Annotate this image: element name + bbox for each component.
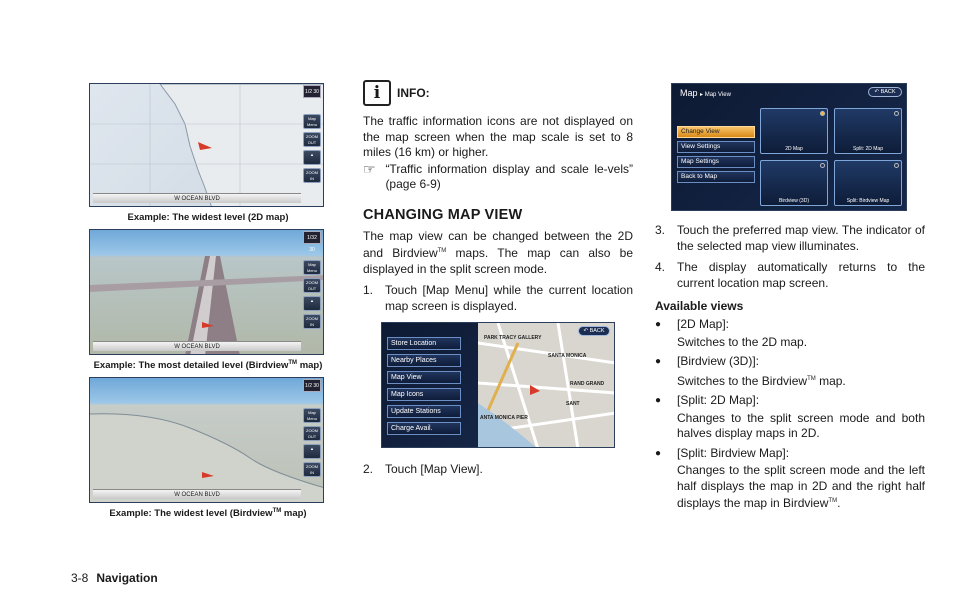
coastline-map-graphic bbox=[90, 84, 324, 207]
view-settings-item[interactable]: View Settings bbox=[677, 141, 755, 153]
back-button[interactable]: ↶ BACK bbox=[868, 87, 902, 97]
page-footer bbox=[71, 571, 158, 585]
update-stations-item[interactable]: Update Stations bbox=[387, 405, 461, 418]
desc-text: Switches to the Birdview bbox=[677, 373, 808, 388]
zoom-in-button[interactable]: ZOOM IN bbox=[303, 314, 321, 329]
map-side-buttons bbox=[303, 114, 321, 183]
desc-text: Changes to the split screen mode and the left half displays the map in 2D and the right half displays the map in Birdview bbox=[677, 463, 925, 510]
bullet-icon: ● bbox=[655, 319, 662, 330]
map-menu-button[interactable]: Map Menu bbox=[303, 114, 321, 129]
map-view-screenshot bbox=[671, 83, 907, 211]
info-text: The traffic information icons are not displayed on the map screen when the map scale is set to 8 miles (16 km) or higher. bbox=[363, 114, 633, 159]
section-heading: CHANGING MAP VIEW bbox=[363, 206, 523, 223]
intro-text: maps. The map can also be displayed in the split screen mode. bbox=[363, 246, 633, 276]
caption-birdview-widest bbox=[85, 508, 331, 519]
step-number: 4. bbox=[655, 260, 666, 274]
view-name: [2D Map]: bbox=[677, 317, 730, 331]
map-label: RAND GRAND bbox=[570, 381, 605, 387]
road-name-bar: W OCEAN BLVD bbox=[93, 341, 301, 351]
zoom-in-button[interactable]: ZOOM IN bbox=[303, 462, 321, 477]
subtitle-text: ▸ Map View bbox=[700, 92, 731, 98]
tile-label: Split: Birdview Map bbox=[846, 198, 890, 204]
zoom-out-button[interactable]: ZOOM OUT bbox=[303, 132, 321, 147]
step-number: 1. bbox=[363, 283, 374, 297]
map-scale: 1/2 30 bbox=[303, 85, 321, 98]
store-location-item[interactable]: Store Location bbox=[387, 337, 461, 350]
map-label: PARK TRACY GALLERY bbox=[484, 335, 542, 341]
step-number: 3. bbox=[655, 223, 666, 237]
intro-paragraph bbox=[363, 229, 633, 278]
left-column bbox=[85, 83, 331, 525]
tile-label: Birdview (3D) bbox=[778, 198, 809, 204]
pointing-hand-icon: ☞ bbox=[363, 160, 376, 177]
mini-map bbox=[478, 323, 614, 447]
view-item-birdview bbox=[655, 354, 925, 370]
view-desc: Switches to the 2D map. bbox=[677, 334, 808, 349]
middle-column bbox=[363, 80, 633, 478]
section-name: Navigation bbox=[96, 571, 158, 585]
birdview-road-graphic bbox=[90, 230, 324, 355]
caption-text: Example: The widest level (Birdview bbox=[109, 508, 273, 520]
back-to-map-item[interactable]: Back to Map bbox=[677, 171, 755, 183]
info-reference bbox=[363, 162, 633, 193]
back-button[interactable]: ↶ BACK bbox=[578, 326, 610, 336]
trademark: TM bbox=[437, 248, 447, 254]
step-number: 2. bbox=[363, 462, 374, 476]
desc-text: map. bbox=[815, 373, 846, 388]
birdview-coast-graphic bbox=[90, 378, 324, 503]
trademark: TM bbox=[272, 508, 282, 515]
caption-text: map) bbox=[297, 360, 323, 372]
tile-birdview[interactable] bbox=[760, 160, 828, 206]
bullet-icon: ● bbox=[655, 356, 662, 367]
step-3 bbox=[655, 223, 925, 254]
zoom-in-button[interactable]: ZOOM IN bbox=[303, 168, 321, 183]
compass-icon[interactable]: ▲ bbox=[303, 296, 321, 311]
available-views-heading: Available views bbox=[655, 299, 744, 313]
view-name: [Birdview (3D)]: bbox=[677, 354, 760, 368]
nearby-places-item[interactable]: Nearby Places bbox=[387, 354, 461, 367]
road-name-bar: W OCEAN BLVD bbox=[93, 489, 301, 499]
right-column bbox=[655, 83, 925, 512]
title-text: Map bbox=[680, 88, 698, 98]
trademark: TM bbox=[288, 360, 298, 366]
view-desc bbox=[655, 372, 925, 390]
map-label: SANTA MONICA bbox=[548, 353, 587, 359]
trademark: TM bbox=[828, 498, 838, 504]
info-icon: i bbox=[363, 80, 391, 106]
step-4 bbox=[655, 260, 925, 291]
map-side-buttons bbox=[303, 260, 321, 329]
tile-split-2d-map[interactable] bbox=[834, 108, 902, 154]
zoom-out-button[interactable]: ZOOM OUT bbox=[303, 278, 321, 293]
map-menu-list bbox=[387, 337, 461, 435]
reference-text: “Traffic information display and scale le-vels” (page 6-9) bbox=[385, 161, 633, 191]
map-view-menu bbox=[677, 126, 755, 183]
map-settings-item[interactable]: Map Settings bbox=[677, 156, 755, 168]
selected-indicator-icon bbox=[820, 111, 825, 116]
intro-text: The map view can be changed between the 2D and Birdview bbox=[363, 228, 633, 260]
indicator-icon bbox=[894, 111, 899, 116]
view-item-split-2d bbox=[655, 393, 925, 409]
view-desc bbox=[655, 463, 925, 512]
step-2 bbox=[363, 462, 633, 478]
trademark: TM bbox=[807, 375, 816, 382]
caption-text: Example: The most detailed level (Birdview bbox=[93, 360, 289, 372]
indicator-icon bbox=[894, 163, 899, 168]
page-number: 3-8 bbox=[71, 571, 89, 585]
back-label: BACK bbox=[589, 328, 605, 334]
info-label: INFO: bbox=[397, 86, 430, 100]
screen-title bbox=[680, 88, 731, 98]
map-birdview-detailed bbox=[89, 229, 324, 355]
caption-birdview-detailed bbox=[85, 360, 331, 371]
map-2d-screenshot bbox=[89, 83, 324, 207]
zoom-out-button[interactable]: ZOOM OUT bbox=[303, 426, 321, 441]
charge-avail-item[interactable]: Charge Avail. bbox=[387, 422, 461, 435]
tile-label: 2D Map bbox=[785, 146, 803, 152]
map-menu-button[interactable]: Map Menu bbox=[303, 408, 321, 423]
info-header bbox=[363, 80, 633, 106]
map-scale: 1/2 30 bbox=[303, 379, 321, 392]
tile-split-birdview[interactable] bbox=[834, 160, 902, 206]
map-menu-screenshot bbox=[381, 322, 615, 448]
map-birdview-widest bbox=[89, 377, 324, 503]
compass-icon[interactable]: ▲ bbox=[303, 150, 321, 165]
step-1 bbox=[363, 283, 633, 314]
step-text: Touch [Map View]. bbox=[385, 462, 483, 476]
view-name: [Split: Birdview Map]: bbox=[677, 445, 790, 460]
tile-label: Split: 2D Map bbox=[852, 146, 883, 152]
view-item-2d bbox=[655, 317, 925, 333]
map-label: SANT bbox=[566, 401, 580, 407]
caption-text: map) bbox=[281, 508, 307, 520]
view-tiles bbox=[760, 108, 902, 206]
step-text: Touch [Map Menu] while the current location map screen is displayed. bbox=[385, 283, 633, 313]
bullet-icon: ● bbox=[655, 395, 662, 406]
map-view-item[interactable]: Map View bbox=[387, 371, 461, 384]
compass-icon[interactable]: ▲ bbox=[303, 444, 321, 459]
back-label: BACK bbox=[880, 89, 896, 95]
map-menu-button[interactable]: Map Menu bbox=[303, 260, 321, 275]
view-desc: Changes to the split screen mode and both halves display maps in 2D. bbox=[677, 410, 925, 440]
map-label: ANTA MONICA PIER bbox=[480, 415, 528, 421]
map-side-buttons bbox=[303, 408, 321, 477]
tile-2d-map[interactable] bbox=[760, 108, 828, 154]
map-icons-item[interactable]: Map Icons bbox=[387, 388, 461, 401]
map-scale: 1/32 30 bbox=[303, 231, 321, 244]
road-name-bar: W OCEAN BLVD bbox=[93, 193, 301, 203]
step-text: Touch the preferred map view. The indicator of the selected map view illuminates. bbox=[677, 223, 925, 253]
step-text: The display automatically returns to the current location map screen. bbox=[677, 260, 925, 290]
desc-text: . bbox=[837, 496, 841, 510]
caption-2d-map: Example: The widest level (2D map) bbox=[127, 212, 289, 223]
view-item-split-birdview bbox=[655, 446, 925, 462]
view-name: [Split: 2D Map]: bbox=[677, 393, 760, 407]
change-view-item[interactable]: Change View bbox=[677, 126, 755, 138]
bullet-icon: ● bbox=[655, 447, 662, 459]
indicator-icon bbox=[820, 163, 825, 168]
